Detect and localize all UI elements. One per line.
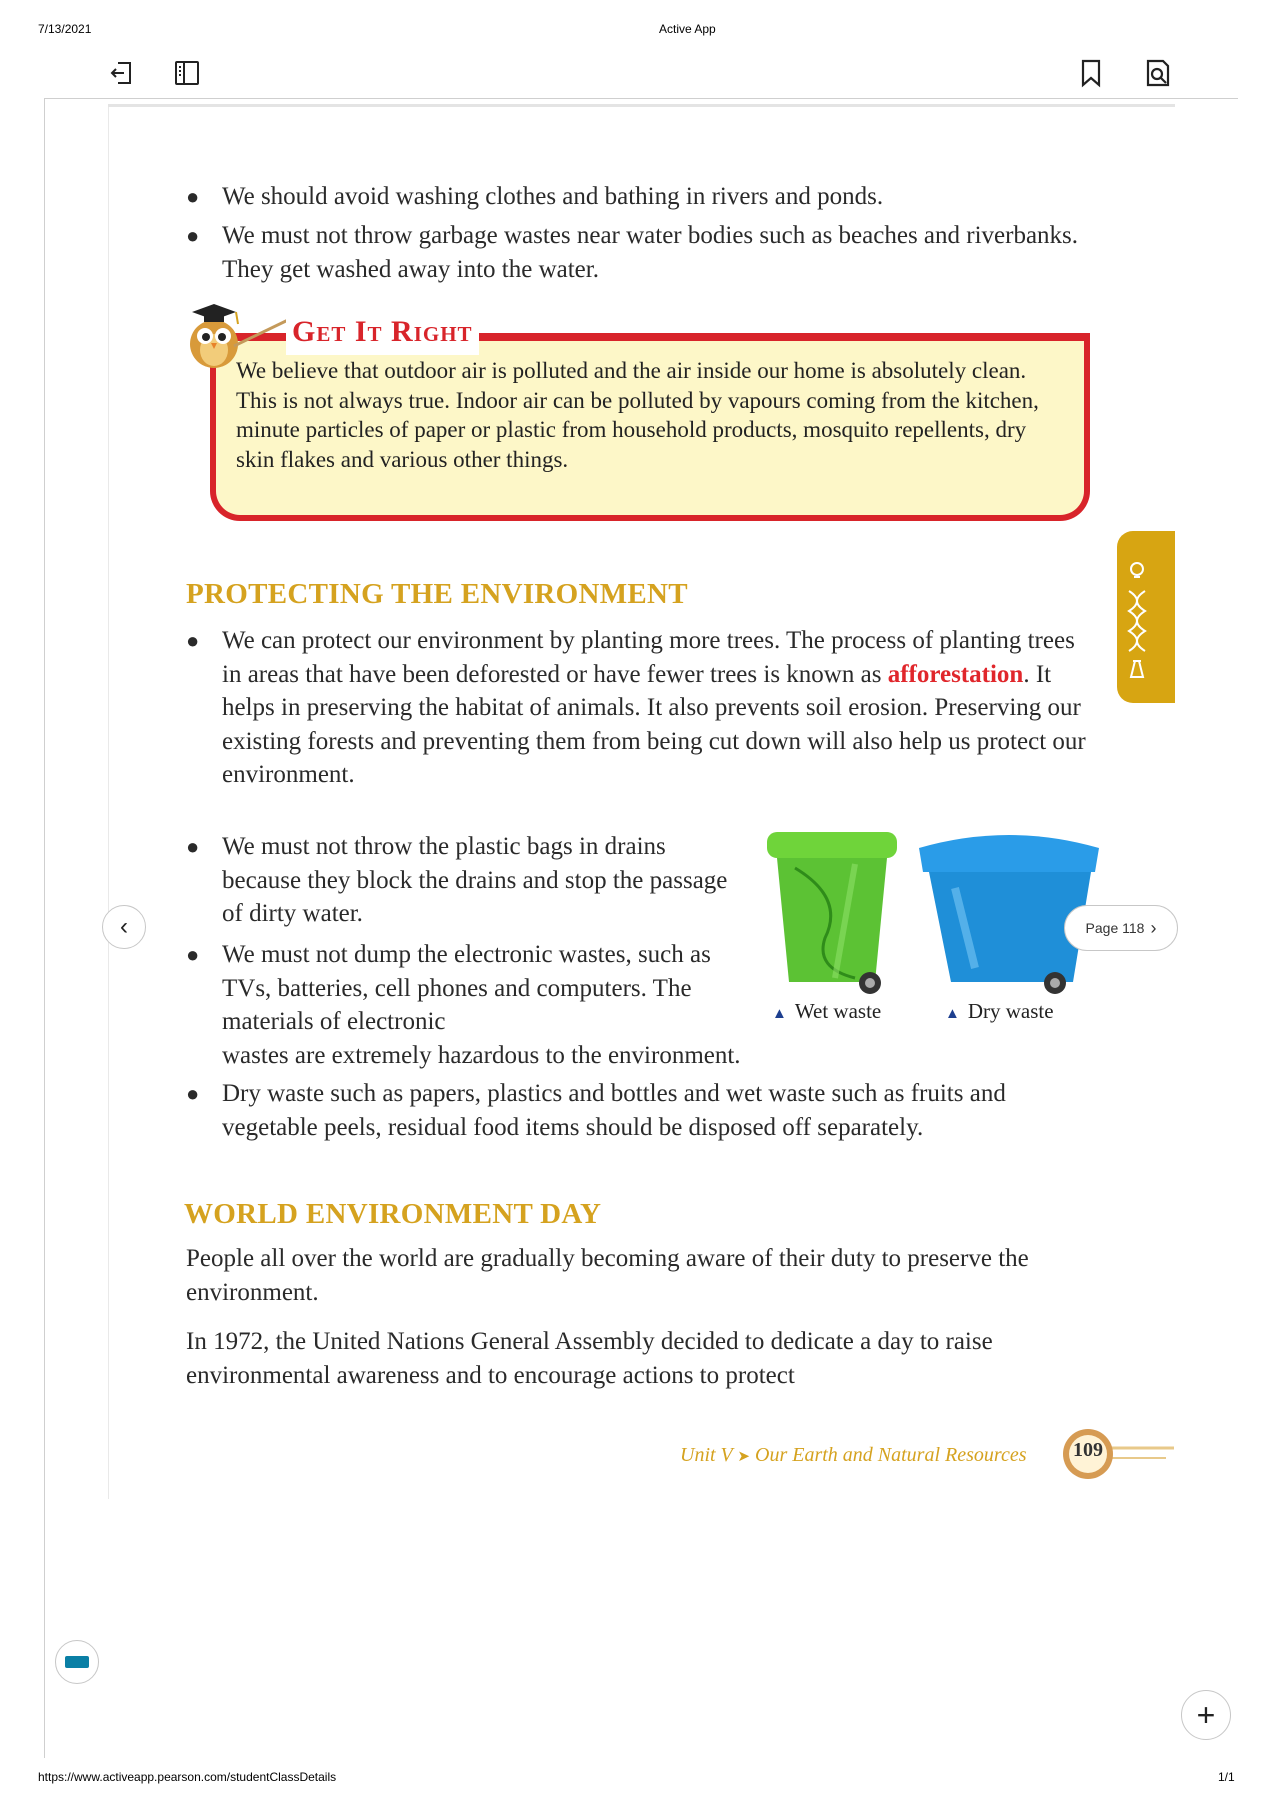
- wet-waste-caption-text: Wet waste: [794, 999, 882, 1023]
- notes-button[interactable]: [55, 1640, 99, 1684]
- exit-icon[interactable]: [102, 53, 142, 93]
- bullet-text: We must not dump the electronic wastes, such as TVs, batteries, cell phones and computers. The materials of electronic: [222, 941, 711, 1035]
- unit-footer: [680, 1444, 1026, 1467]
- dry-waste-caption-text: Dry waste: [967, 999, 1054, 1023]
- bullet-text-continued: wastes are extremely hazardous to the environment.: [222, 1042, 741, 1069]
- key-term-afforestation: afforestation: [887, 660, 1024, 688]
- unit-label: Unit V: [680, 1444, 733, 1466]
- notes-icon: [65, 1656, 89, 1668]
- zoom-in-button[interactable]: [1181, 1690, 1231, 1740]
- search-page-icon[interactable]: [1138, 53, 1178, 93]
- print-page-count: 1/1: [1218, 1770, 1235, 1784]
- paragraph: People all over the world are gradually becoming aware of their duty to preserve the environment.: [186, 1245, 1029, 1306]
- section-heading-protecting: PROTECTING THE ENVIRONMENT: [186, 578, 688, 610]
- bullet-text: We should avoid washing clothes and bathing in rivers and ponds.: [222, 183, 884, 210]
- subject-side-tab[interactable]: [1117, 531, 1175, 703]
- page-number-badge: [1062, 1428, 1174, 1484]
- viewer-border-left: [44, 98, 45, 1758]
- plus-icon: +: [1196, 1696, 1216, 1733]
- get-it-right-text: We believe that outdoor air is polluted and the air inside our home is absolutely clean. This is not always true. Indoor air can be polluted by vapours coming from the kitchen, minute particles of paper or plastic from household products, mosquito repellents, dry skin flakes and various other things.: [236, 358, 1039, 472]
- print-title: Active App: [659, 22, 716, 36]
- next-page-button[interactable]: [1064, 905, 1178, 951]
- print-date: 7/13/2021: [38, 22, 92, 36]
- dry-waste-caption: ▲ Dry waste: [945, 999, 1054, 1023]
- chevron-left-icon: ‹: [120, 913, 128, 940]
- bullet-text: [222, 624, 1086, 792]
- wet-waste-caption: ▲ Wet waste: [772, 999, 882, 1023]
- section-heading-world-day: WORLD ENVIRONMENT DAY: [184, 1198, 602, 1230]
- panel-icon[interactable]: [167, 53, 207, 93]
- bullet-text: We must not throw garbage wastes near water bodies such as beaches and riverbanks. They get washed away into the water.: [222, 222, 1079, 283]
- chevron-right-icon: ➤: [737, 1449, 750, 1465]
- bullet-text: We must not throw the plastic bags in drains because they block the drains and stop the passage of dirty water.: [222, 833, 728, 927]
- viewer-border-top: [44, 98, 1238, 99]
- bookmark-icon[interactable]: [1071, 53, 1111, 93]
- paragraph: In 1972, the United Nations General Assembly decided to dedicate a day to raise environmental awareness and to encourage actions to protect: [186, 1328, 993, 1389]
- print-url: https://www.activeapp.pearson.com/studentClassDetails: [38, 1770, 337, 1784]
- bullet-text-part: We can protect our environment by planting more trees. The process of planting trees in areas that have been deforested or have fewer trees is known as: [222, 627, 1075, 688]
- wet-waste-bin-image: [765, 828, 905, 999]
- get-it-right-title: Get It Right: [286, 315, 479, 355]
- page-number: 109: [1073, 1439, 1103, 1461]
- chevron-right-icon: ›: [1150, 917, 1157, 938]
- page-top-edge: [108, 104, 1175, 107]
- prev-page-button[interactable]: [102, 905, 146, 949]
- page-pill-label: Page 118: [1085, 920, 1145, 936]
- bullet-text: Dry waste such as papers, plastics and bottles and wet waste such as fruits and vegetable peels, residual food items should be disposed off separately.: [222, 1080, 1006, 1141]
- chapter-label: Our Earth and Natural Resources: [755, 1444, 1027, 1466]
- bullet-text-part: . It helps in preserving the habitat of animals. It also prevents soil erosion. Preserving our existing forests and preventing them from being cut down will also help us protect our environment.: [222, 660, 1086, 788]
